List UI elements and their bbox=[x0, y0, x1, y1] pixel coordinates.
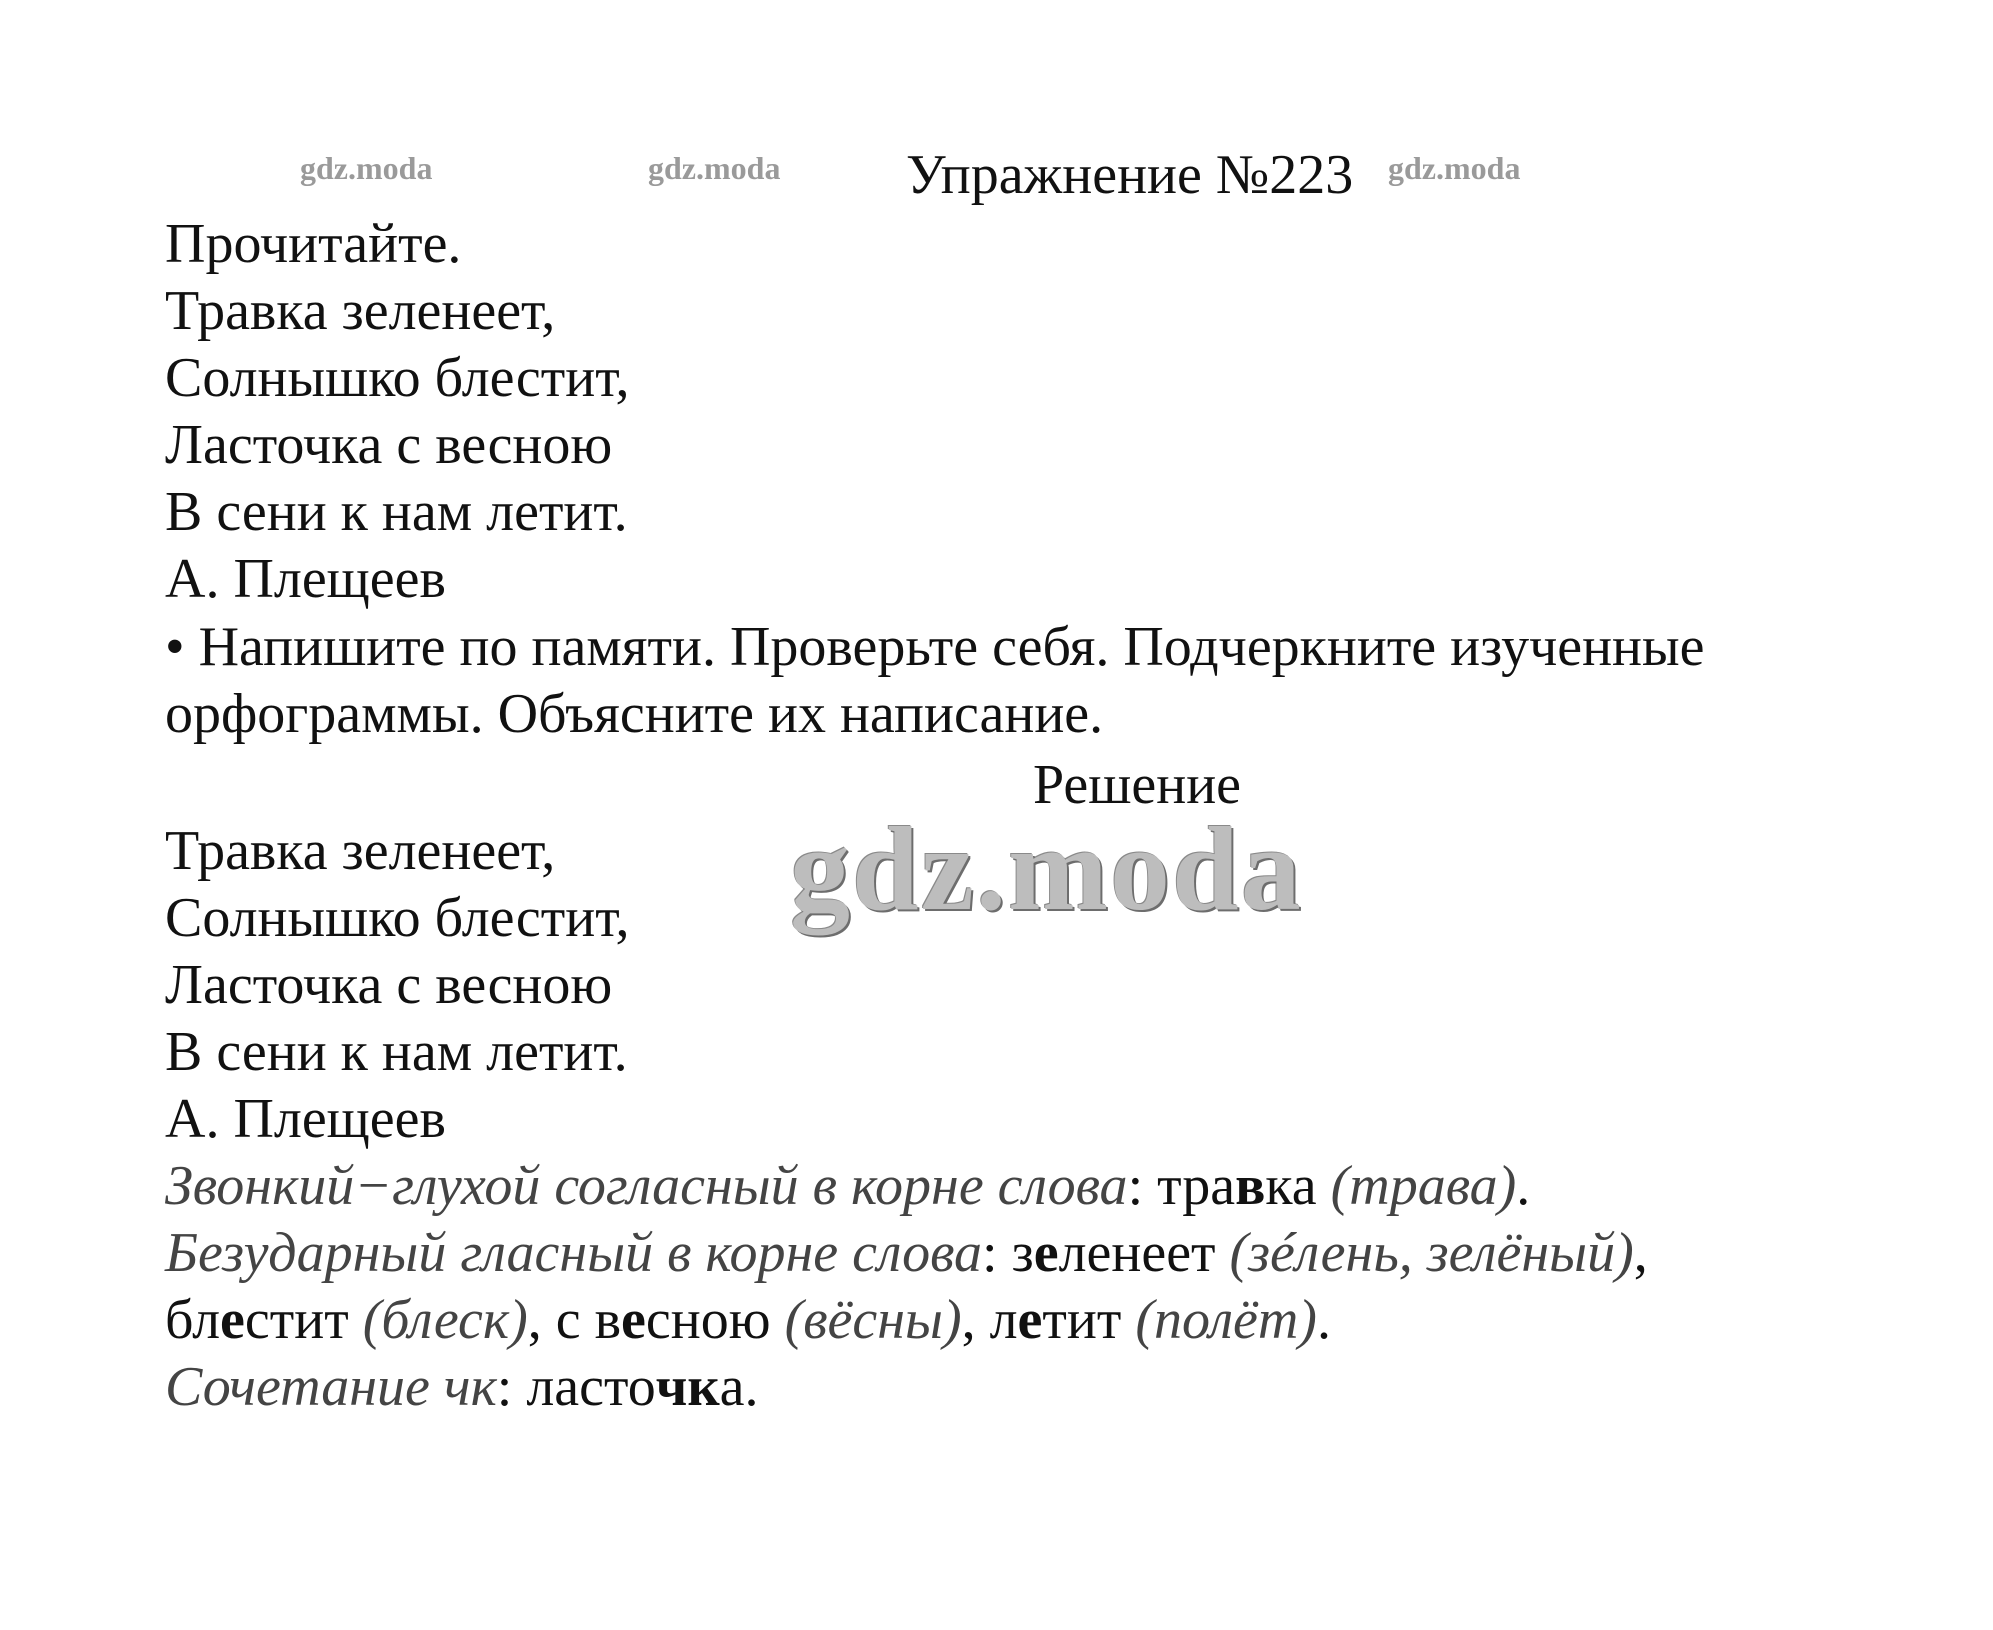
rule-label: Безударный гласный в корне слова bbox=[165, 1222, 983, 1284]
poem-line: В сени к нам летит. bbox=[165, 481, 628, 543]
orthogram-letter: чк bbox=[655, 1356, 720, 1418]
solution-heading: Решение bbox=[1033, 754, 1242, 816]
check-word: (зéлень, зелёный) bbox=[1229, 1222, 1634, 1284]
word-part: бл bbox=[165, 1289, 221, 1351]
rule-voiced-voiceless bbox=[165, 1153, 1530, 1219]
orthogram-letter: е bbox=[1033, 1222, 1059, 1284]
watermark-large: gdz.moda bbox=[790, 802, 1303, 935]
poem-author: А. Плещеев bbox=[165, 548, 446, 610]
orthogram-letter: в bbox=[1235, 1155, 1266, 1217]
check-word: (трава) bbox=[1330, 1155, 1517, 1217]
solution-author: А. Плещеев bbox=[165, 1088, 446, 1150]
word-part: тра bbox=[1157, 1155, 1236, 1217]
orthogram-letter: е bbox=[621, 1289, 646, 1351]
punct: . bbox=[1516, 1155, 1531, 1217]
punct: , bbox=[961, 1289, 990, 1351]
punct: , bbox=[527, 1289, 556, 1351]
orthogram-letter: е bbox=[220, 1289, 245, 1351]
rule-unstressed-vowel bbox=[165, 1220, 1648, 1286]
orthogram-letter: е bbox=[1017, 1289, 1043, 1351]
word-part: сною bbox=[645, 1289, 771, 1351]
rule-label: Звонкий−глухой согласный в корне слова bbox=[165, 1155, 1128, 1217]
watermark-small-1: gdz.moda bbox=[300, 150, 433, 186]
check-word: (вёсны) bbox=[784, 1289, 962, 1351]
task-instruction: орфограммы. Объясните их написание. bbox=[165, 683, 1104, 745]
solution-poem-line: В сени к нам летит. bbox=[165, 1021, 628, 1083]
task-line: Прочитайте. bbox=[165, 213, 462, 275]
rule-label: Сочетание чк bbox=[165, 1356, 497, 1418]
solution-poem-line: Солнышко блестит, bbox=[165, 887, 630, 949]
word-part: тит bbox=[1042, 1289, 1122, 1351]
punct: , bbox=[1633, 1222, 1648, 1284]
colon: : bbox=[496, 1356, 527, 1418]
poem-line: Солнышко блестит, bbox=[165, 347, 630, 409]
rule-chk-combination bbox=[165, 1354, 758, 1420]
word-part: а bbox=[719, 1356, 745, 1418]
poem-line: Ласточка с весною bbox=[165, 414, 613, 476]
word-part: з bbox=[1011, 1222, 1034, 1284]
word-part: ласто bbox=[526, 1356, 656, 1418]
punct: . bbox=[744, 1356, 759, 1418]
exercise-title: Упражнение №223 bbox=[906, 144, 1354, 206]
rule-unstressed-vowel-cont bbox=[165, 1287, 1331, 1353]
task-instruction: • Напишите по памяти. Проверьте себя. Подчеркните изученные bbox=[165, 616, 1705, 678]
colon: : bbox=[982, 1222, 1012, 1284]
check-word: (полёт) bbox=[1135, 1289, 1317, 1351]
watermark-small-2: gdz.moda bbox=[648, 150, 781, 186]
word-part: ка bbox=[1265, 1155, 1317, 1217]
punct: . bbox=[1316, 1289, 1331, 1351]
solution-poem-line: Травка зеленеет, bbox=[165, 820, 556, 882]
check-word: (блеск) bbox=[362, 1289, 528, 1351]
word-part: ленеет bbox=[1058, 1222, 1216, 1284]
solution-poem-line: Ласточка с весною bbox=[165, 954, 613, 1016]
colon: : bbox=[1127, 1155, 1158, 1217]
poem-line: Травка зеленеет, bbox=[165, 280, 556, 342]
word-part: стит bbox=[244, 1289, 349, 1351]
watermark-small-3: gdz.moda bbox=[1388, 150, 1521, 186]
word-part: с в bbox=[555, 1289, 622, 1351]
word-part: л bbox=[989, 1289, 1018, 1351]
